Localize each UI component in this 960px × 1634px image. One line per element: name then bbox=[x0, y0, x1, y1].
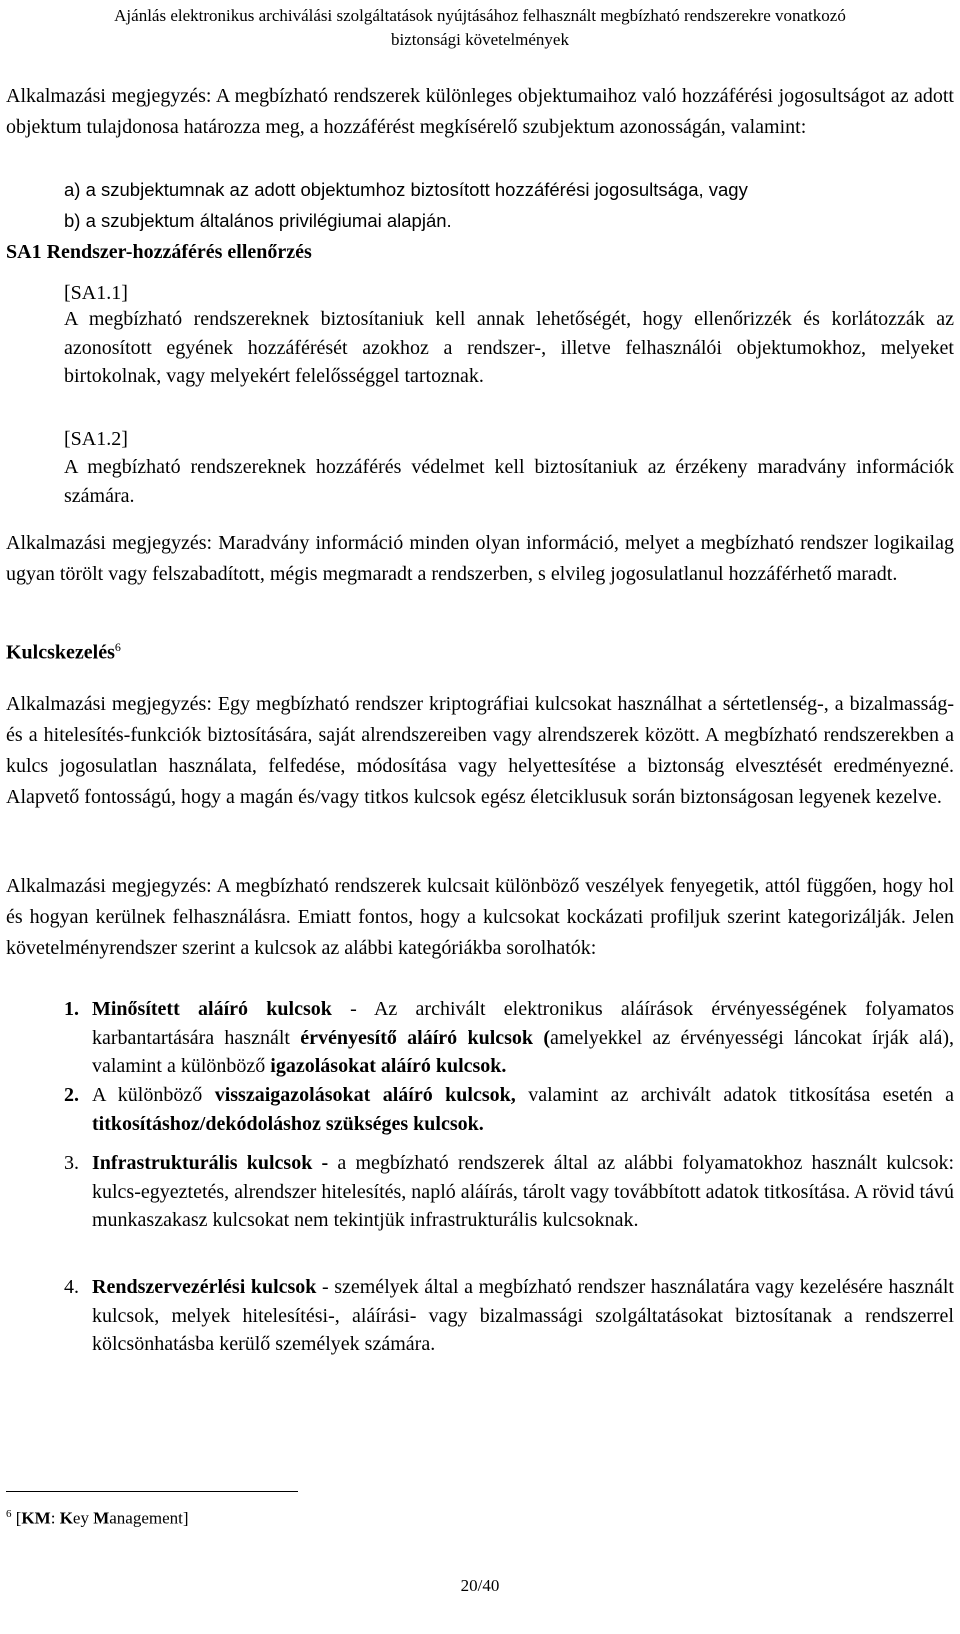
section-heading-sa1: SA1 Rendszer-hozzáférés ellenőrzés bbox=[6, 241, 312, 263]
footnote-divider bbox=[6, 1491, 298, 1492]
list-item-text bbox=[92, 1081, 954, 1138]
requirement-id-sa1-1: [SA1.1] bbox=[64, 282, 128, 304]
footnote-letter-k: K bbox=[59, 1508, 73, 1528]
requirement-text-sa1-2: A megbízható rendszereknek hozzáférés védelmet kell biztosítaniuk az érzékeny maradvány információk számára. bbox=[64, 456, 954, 507]
footnote-word-part: anagement] bbox=[109, 1508, 189, 1528]
list-item bbox=[64, 995, 954, 1083]
running-header bbox=[0, 4, 960, 52]
list-item-number: 2. bbox=[64, 1084, 79, 1106]
list-item-part: érvényesítő aláíró kulcsok ( bbox=[300, 1026, 550, 1049]
list-item-part: A különböző bbox=[92, 1084, 215, 1106]
footnote-mark: 6 bbox=[6, 1508, 12, 1520]
requirement-id-sa1-2: [SA1.2] bbox=[64, 428, 128, 450]
list-item-number: 3. bbox=[64, 1152, 79, 1174]
list-item-part: Minősített aláíró kulcsok bbox=[92, 998, 332, 1020]
list-item-number: 4. bbox=[64, 1276, 79, 1298]
list-item-number: 1. bbox=[64, 998, 79, 1020]
application-note-1: Alkalmazási megjegyzés: A megbízható rendszerek különleges objektumaihoz való hozzáférési jogosultságot az adott objektum tulajdonosa határozza meg, a hozzáférést megkísérelő szubjektum azonosságán, valamint: bbox=[6, 85, 954, 138]
footnote-letter-m: M bbox=[93, 1508, 110, 1528]
footnote-reference: 6 bbox=[114, 640, 121, 654]
list-item-part: igazolásokat aláíró kulcsok. bbox=[270, 1055, 507, 1077]
list-item-part: amelyekkel az érvényességi láncokat írják alá), valamint a különböző bbox=[92, 1026, 955, 1077]
list-item bbox=[64, 1149, 954, 1267]
list-item-part: Infrastrukturális kulcsok - bbox=[92, 1152, 329, 1174]
footnote-colon: : bbox=[50, 1508, 60, 1528]
page-number: 20/40 bbox=[460, 1576, 500, 1595]
footnote-word-part: ey bbox=[72, 1508, 94, 1528]
list-item-part: Rendszervezérlési kulcsok bbox=[92, 1276, 317, 1298]
note-item-b: b) a szubjektum általános privilégiumai alapján. bbox=[64, 210, 452, 231]
header-line-2: biztonsági követelmények bbox=[391, 30, 569, 49]
list-item-part: a megbízható rendszerek által az alábbi folyamatokhoz használt kulcsok: kulcs-egyeztetés, alrendszer hitelesítés, napló aláírás, tárolt vagy továbbított adatok titkosítása. A rövid távú munkaszakasz kulcsokat nem tekintjük infrastrukturális kulcsoknak. bbox=[92, 1152, 954, 1231]
list-item bbox=[64, 1273, 954, 1391]
application-note-2: Alkalmazási megjegyzés: Maradvány információ minden olyan információ, melyet a megbízható rendszer logikailag ugyan törölt vagy felszabadított, mégis megmaradt a rendszerben, s elvileg jogosulatlanul hozzáférhető maradt. bbox=[6, 532, 954, 585]
list-item-part: - Az archivált elektronikus aláírások érvényességének folyamatos karbantartására használt bbox=[92, 998, 954, 1049]
footnote bbox=[6, 1502, 189, 1531]
list-item-part: valamint az archivált adatok titkosítása esetén a bbox=[515, 1084, 954, 1106]
list-item-part: visszaigazolásokat aláíró kulcsok, bbox=[214, 1084, 516, 1106]
list-item-part: titkosításhoz/dekódoláshoz szükséges kulcsok. bbox=[92, 1112, 484, 1135]
list-item bbox=[64, 1081, 954, 1141]
requirement-text-sa1-1: A megbízható rendszereknek biztosítaniuk kell annak lehetőségét, hogy ellenőrizzék és korlátozzák az azonosított egyének hozzáférését azokhoz a rendszer-, illetve felhasználói objektumokhoz, melyeket birtokolnak, vagy melyekért felelősséggel tartoznak. bbox=[64, 308, 954, 387]
footnote-bracket: [ bbox=[15, 1508, 22, 1528]
application-note-4: Alkalmazási megjegyzés: A megbízható rendszerek kulcsait különböző veszélyek fenyegetik, attól függően, hogy hol és hogyan kerülnek felhasználásra. Emiatt fontos, hogy a kulcsokat kockázati profiljuk szerint kategorizálják. Jelen követelményrendszer szerint a kulcsok az alábbi kategóriákba sorolhatók: bbox=[6, 875, 954, 959]
application-note-3: Alkalmazási megjegyzés: Egy megbízható rendszer kriptográfiai kulcsokat használhat a sértetlenség-, a bizalmasság- és a hitelesítés-funkciók biztosítására, saját alrendszereiben vagy alrendszerek között. A megbízható rendszerekben a kulcs jogosulatlan használata, felfedése, módosítása vagy helyettesítése a biztonság elvesztését eredményezné. Alapvető fontosságú, hogy a magán és/vagy titkos kulcsok egész életciklusuk során biztonságosan legyenek kezelve. bbox=[6, 693, 954, 808]
footnote-abbreviation: KM bbox=[21, 1508, 51, 1528]
header-line-1: Ajánlás elektronikus archiválási szolgáltatások nyújtásához felhasznált megbízható rendszerekre vonatkozó bbox=[114, 6, 846, 25]
list-item-part: - személyek által a megbízható rendszer használatára vagy kezelésére használt kulcsok, melyek hitelesítési-, aláírási- vagy bizalmassági szolgáltatásokat biztosítanak a rendszerrel kölcsönhatásba kerülő személyek számára. bbox=[92, 1276, 954, 1355]
note-item-a: a) a szubjektumnak az adott objektumhoz biztosított hozzáférési jogosultsága, vagy bbox=[64, 179, 748, 200]
list-item-text bbox=[92, 1149, 954, 1235]
section-heading-key-management bbox=[6, 633, 121, 667]
list-item-text bbox=[92, 1273, 954, 1359]
list-item-text bbox=[92, 995, 954, 1081]
key-management-title: Kulcskezelés bbox=[6, 641, 115, 664]
